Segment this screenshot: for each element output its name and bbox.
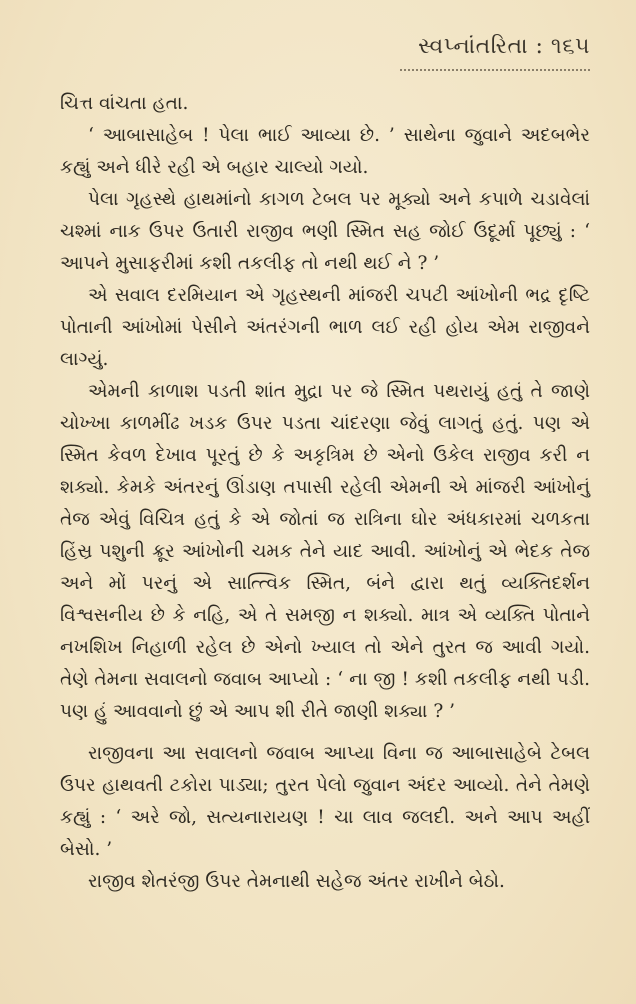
paragraph: પેલા ગૃહસ્થે હાથમાંનો કાગળ ટેબલ પર મૂક્યો અને કપાળે ચડાવેલાં ચશ્માં નાક ઉપર ઉતારી રાજીવ ભણી સ્મિત સહ જોઈ ઉદૂર્મા પૂછ્યું : ‘ આપને મુસાફરીમાં કશી તકલીફ તો નથી થઈ ને ? ’ bbox=[60, 189, 590, 274]
header-underline bbox=[400, 63, 590, 71]
paragraph: ‘ આબાસાહેબ ! પેલા ભાઈ આવ્યા છે. ’ સાથેના જુવાને અદબભેર કહ્યું અને ધીરે રહી એ બહાર ચાલ્યો ગયો. bbox=[60, 125, 590, 178]
page-header bbox=[400, 34, 590, 71]
paragraph: એમની કાળાશ પડતી શાંત મુદ્રા પર જે સ્મિત પથરાયું હતું તે જાણે ચોખ્ખા કાળમીંઢ ખડક ઉપર પડતા ચાંદરણા જેવું લાગતું હતું. પણ એ સ્મિત કેવળ દેખાવ પૂરતું છે કે અકૃત્રિમ છે એનો ઉકેલ રાજીવ કરી ન શક્યો. કેમકે અંતરનું ઊંડાણ તપાસી રહેલી એમની એ માંજરી આંખોનું તેજ એવું વિચિત્ર હતું કે એ જોતાં જ રાત્રિના ઘોર અંધકારમાં ચળકતા હિંસ્ર પશુની ક્રૂર આંખોની ચમક તેને યાદ આવી. આંખોનું એ ભેદક તેજ અને મોં પરનું એ સાત્ત્વિક સ્મિત, બંને દ્વારા થતું વ્યક્તિદર્શન વિશ્વસનીય છે કે નહિ, એ તે સમજી ન શક્યો. માત્ર એ વ્યક્તિ પોતાને નખશિખ નિહાળી રહેલ છે એનો ખ્યાલ તો એને તુરત જ આવી ગયો. તેણે તેમના સવાલનો જવાબ આપ્યો : ‘ ના જી ! કશી તકલીફ નથી પડી. પણ હું આવવાનો છું એ આપ શી રીતે જાણી શક્યા ? ’ bbox=[60, 381, 590, 722]
paragraph: રાજીવ શેતરંજી ઉપર તેમનાથી સહેજ અંતર રાખીને બેઠો. bbox=[88, 871, 505, 892]
paragraph: રાજીવના આ સવાલનો જવાબ આપ્યા વિના જ આબાસાહેબે ટેબલ ઉપર હાથવતી ટકોરા પાડ્યા; તુરત પેલો જુવાન અંદર આવ્યો. તેને તેમણે કહ્યું : ‘ અરે જો, સત્યનારાયણ ! ચા લાવ જલદી. અને આપ અહીં બેસો. ’ bbox=[60, 743, 590, 860]
paragraph-continuation: ચિત્ત વાંચતા હતા. bbox=[60, 93, 189, 114]
paragraph: એ સવાલ દરમિયાન એ ગૃહસ્થની માંજરી ચપટી આંખોની ભદ્ર દૃષ્ટિ પોતાની આંખોમાં પેસીને અંતરંગની ભાળ લઈ રહી હોય એમ રાજીવને લાગ્યું. bbox=[60, 285, 590, 370]
running-title: સ્વપ્નાંતરિતા : ૧૬૫ bbox=[418, 34, 590, 59]
body-text bbox=[60, 88, 590, 898]
